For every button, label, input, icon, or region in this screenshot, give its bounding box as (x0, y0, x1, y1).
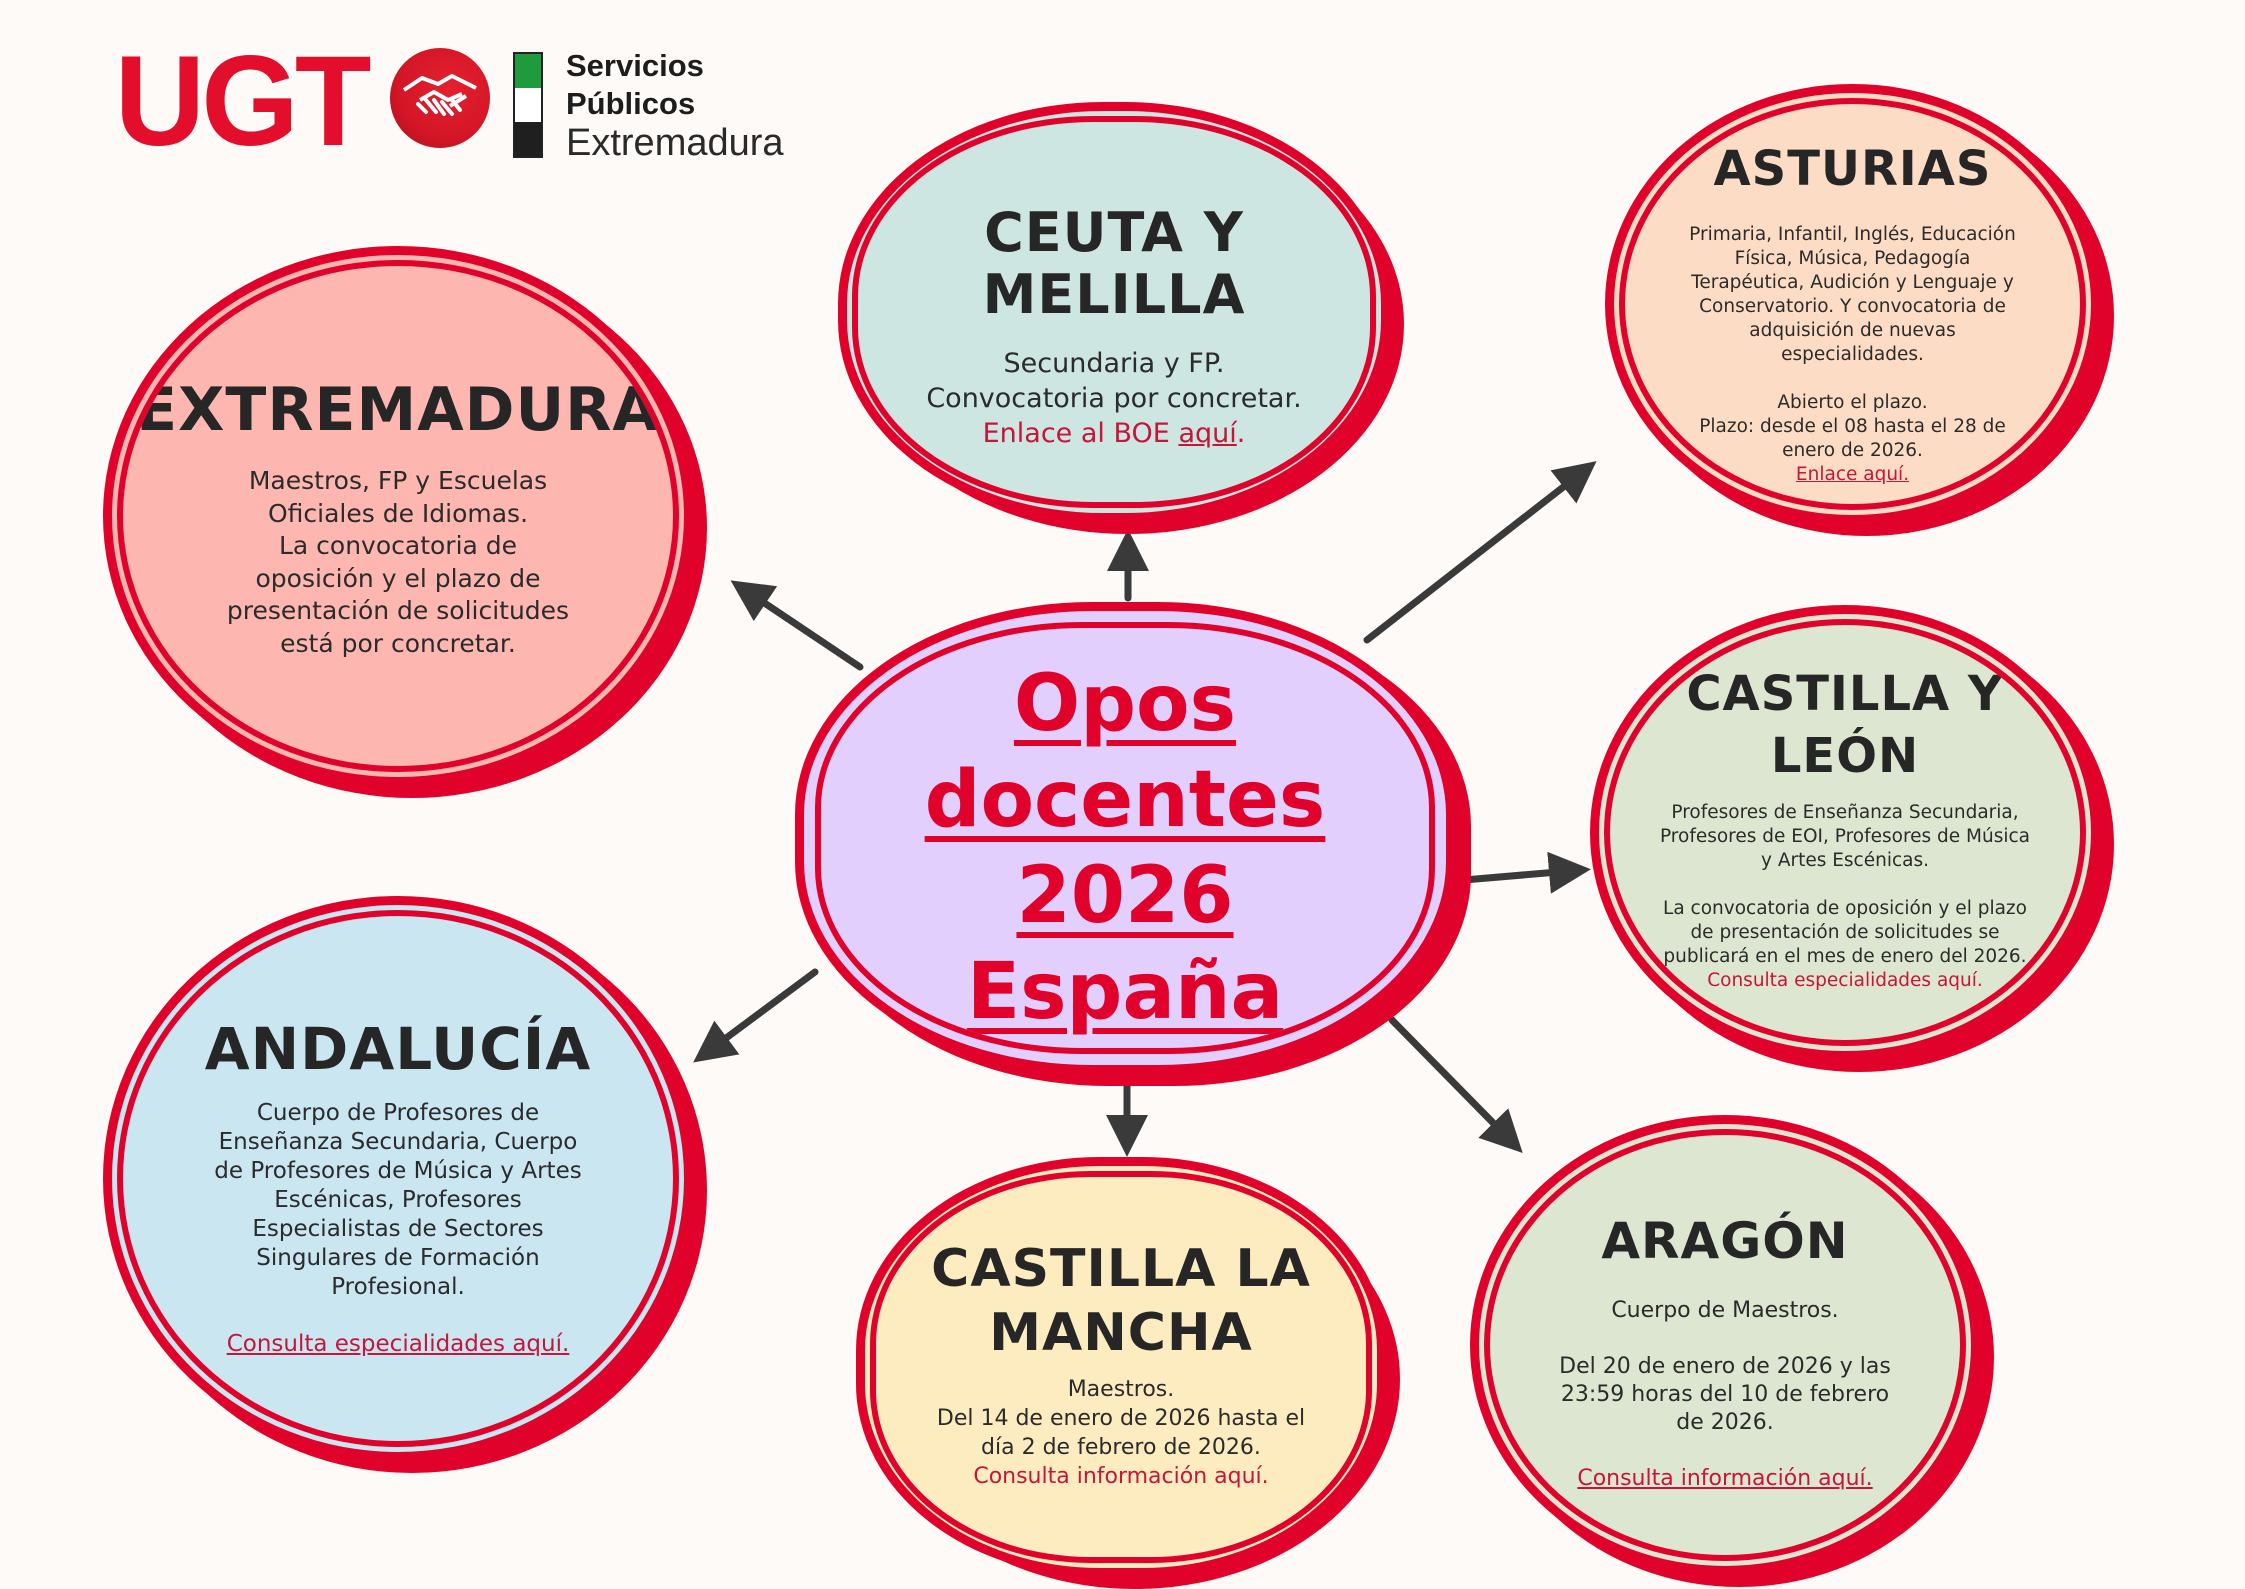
org-name-line2: Públicos (566, 86, 696, 121)
region-body: Cuerpo de Profesores de Enseñanza Secundaria, Cuerpo de Profesores de Música y Artes Escénicas, Profesores Especialistas de Sectores Singulares de Formación Profesional. (214, 1099, 582, 1300)
region-body-line: Secundaria y FP. (1003, 348, 1225, 380)
card-content (870, 1171, 1372, 1563)
card-content (117, 910, 679, 1447)
card-content (117, 260, 679, 772)
region-body: Profesores de Enseñanza Secundaria, Profesores de EOI, Profesores de Música y Artes Escénicas. (1659, 802, 2031, 871)
region-title: CEUTA Y MELILLA (982, 201, 1246, 327)
region-body: Cuerpo de Maestros. (1611, 1297, 1839, 1323)
region-body-line: La convocatoria de (278, 531, 518, 560)
region-body-line: día 2 de febrero de 2026. (981, 1435, 1261, 1460)
region-card-asturias (1605, 84, 2100, 524)
region-body-line: Oficiales de Idiomas. (267, 498, 529, 528)
region-body-line: Del 14 de enero de 2026 hasta el (936, 1406, 1306, 1431)
region-card-andalucia (103, 896, 693, 1461)
region-body-line: oposición y el plazo de (255, 563, 541, 593)
region-body-line: está por concretar. (280, 628, 516, 658)
region-deadline: Plazo: desde el 08 hasta el 28 de enero de 2026. (1699, 416, 2006, 462)
region-title: ASTURIAS (1713, 141, 1992, 197)
region-title-line1: CASTILLA Y (1686, 666, 2004, 722)
region-body: Primaria, Infantil, Inglés, Educación Física, Música, Pedagogía Terapéutica, Audición y Lenguaje y Conservatorio. Y convocatoria de adquisición de nuevas especialidades. (1689, 224, 2016, 366)
region-body-line: presentación de solicitudes (226, 596, 570, 625)
region-title: EXTREMADURA (136, 375, 660, 445)
arrow-to-castilla-leon (1464, 871, 1570, 880)
region-dates: Del 20 de enero de 2026 y las 23:59 horas del 10 de febrero de 2026. (1559, 1353, 1891, 1435)
link-suffix: . (1236, 418, 1246, 450)
region-title: ARAGÓN (1601, 1212, 1849, 1270)
main-title-line3: 2026 (1016, 851, 1234, 941)
region-title (931, 1237, 1311, 1365)
castilla-leon-link[interactable]: Consulta especialidades aquí. (1707, 970, 1983, 991)
region-card-castilla-leon (1590, 605, 2100, 1060)
card-content (1604, 619, 2086, 1046)
region-title-line1: CASTILLA LA (931, 1239, 1311, 1299)
main-title-line2: docentes (924, 755, 1326, 845)
link-prefix: Enlace al BOE (982, 418, 1179, 450)
region-body-line: Convocatoria por concretar. (926, 383, 1302, 415)
card-content (815, 622, 1435, 1054)
org-name-line3: Extremadura (566, 122, 784, 164)
ugt-logo-text: UGT (114, 30, 368, 173)
main-title-line4: España (966, 947, 1284, 1037)
region-card-extremadura (103, 246, 693, 786)
org-name-line1: Servicios (566, 48, 704, 83)
region-card-aragon (1470, 1115, 1980, 1575)
card-content (852, 116, 1376, 508)
main-title-line1: Opos (1013, 659, 1237, 749)
region-note: La convocatoria de oposición y el plazo de presentación de solicitudes se publicará en el mes de enero del 2026. (1663, 898, 2027, 967)
castilla-mancha-link[interactable]: Consulta información aquí. (973, 1464, 1269, 1489)
region-body-line: Maestros. (1067, 1377, 1175, 1402)
aragon-link[interactable]: Consulta información aquí. (1577, 1465, 1873, 1491)
region-card-castilla-mancha (856, 1157, 1386, 1577)
region-title-line2: LEÓN (1770, 728, 1920, 784)
card-content (1484, 1129, 1966, 1561)
andalucia-link[interactable]: Consulta especialidades aquí. (226, 1330, 570, 1357)
region-body-line: Maestros, FP y Escuelas (248, 466, 548, 495)
card-content (1619, 98, 2086, 510)
center-title-card (795, 602, 1455, 1074)
region-title (1686, 663, 2003, 787)
region-title: ANDALUCÍA (204, 1015, 592, 1083)
asturias-link[interactable]: Enlace aquí. (1795, 464, 1910, 486)
main-title (925, 656, 1326, 1040)
region-card-ceuta-melilla (838, 102, 1390, 522)
boe-link-line (926, 416, 1301, 451)
region-status: Abierto el plazo. (1777, 392, 1928, 414)
boe-link[interactable]: aquí (1178, 418, 1237, 450)
region-title-line2: MANCHA (989, 1303, 1253, 1363)
